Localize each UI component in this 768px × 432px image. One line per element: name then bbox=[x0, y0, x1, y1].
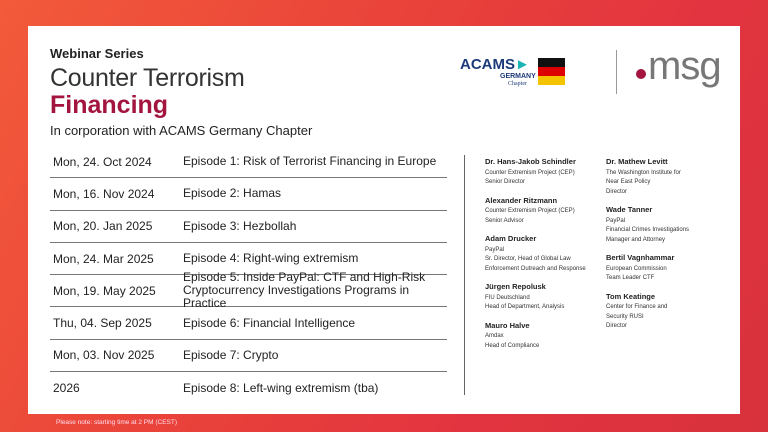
speakers-right bbox=[606, 157, 736, 340]
speaker-name: Adam Drucker bbox=[485, 234, 537, 243]
speaker-detail: Security RUSI bbox=[606, 313, 644, 320]
episode-row bbox=[50, 211, 447, 243]
episode-row bbox=[50, 307, 447, 339]
episode-row bbox=[50, 270, 447, 311]
episode-title: Episode 8: Left-wing extremism (tba) bbox=[183, 380, 379, 395]
speaker-name: Mauro Halve bbox=[485, 320, 530, 330]
speaker-name: Jürgen Repolusk bbox=[485, 282, 546, 291]
acams-text: ACAMS bbox=[460, 56, 515, 73]
episode-row bbox=[50, 372, 447, 404]
speaker bbox=[485, 196, 625, 227]
series-label: Webinar Series bbox=[50, 46, 144, 61]
speaker-detail: Financial Crimes Investigations bbox=[606, 227, 690, 233]
episode-title: Episode 1: Risk of Terrorist Financing in Europe bbox=[183, 154, 437, 169]
speaker-detail: FIU Deutschland bbox=[485, 294, 530, 301]
speaker bbox=[485, 282, 625, 313]
speaker-detail: Senior Director bbox=[485, 179, 526, 185]
speaker-name: Alexander Ritzmann bbox=[485, 195, 558, 205]
speaker-detail: Director bbox=[606, 323, 628, 329]
speaker-detail: Counter Extremism Project (CEP) bbox=[485, 208, 575, 214]
speaker-detail: Head of Compliance bbox=[485, 342, 540, 349]
speaker-detail: Team Leader CTF bbox=[606, 275, 655, 281]
speaker-detail: Amdax bbox=[485, 333, 504, 339]
msg-logo bbox=[636, 44, 721, 89]
episode-date: 2026 bbox=[53, 381, 80, 396]
column-divider bbox=[464, 155, 465, 395]
title-line1: Counter Terrorism bbox=[50, 64, 245, 92]
episode-title: Episode 2: Hamas bbox=[183, 186, 282, 201]
speaker-detail: The Washington Institute for bbox=[606, 169, 681, 176]
speaker-detail: European Commission bbox=[606, 265, 667, 272]
msg-text: msg bbox=[648, 44, 721, 88]
logo-divider bbox=[616, 50, 617, 94]
acams-germany: GERMANY bbox=[500, 73, 536, 80]
speaker-detail: Sr. Director, Head of Global Law bbox=[485, 256, 571, 262]
speaker-detail: Counter Extremism Project (CEP) bbox=[485, 169, 575, 176]
speaker-detail: Center for Finance and bbox=[606, 304, 668, 310]
speaker-name: Tom Keatinge bbox=[606, 291, 656, 301]
speaker bbox=[485, 321, 625, 352]
episode-date: Thu, 04. Sep 2025 bbox=[53, 316, 152, 331]
speaker bbox=[606, 292, 736, 332]
speakers-left bbox=[485, 157, 625, 359]
speaker-detail: Head of Department, Analysis bbox=[485, 304, 565, 310]
speaker bbox=[485, 157, 625, 188]
speaker-name: Dr. Mathew Levitt bbox=[606, 157, 668, 166]
speaker bbox=[606, 205, 736, 245]
speaker bbox=[606, 157, 736, 197]
acams-logo: ACAMS► GERMANY Chapter bbox=[460, 56, 536, 87]
speaker-name: Dr. Hans-Jakob Schindler bbox=[485, 157, 576, 166]
acams-chapter: Chapter bbox=[508, 81, 527, 87]
episode-date: Mon, 16. Nov 2024 bbox=[53, 186, 155, 201]
episode-list bbox=[50, 146, 447, 404]
webinar-card bbox=[28, 26, 740, 414]
episode-title: Episode 4: Right-wing extremism bbox=[183, 251, 359, 266]
episode-date: Mon, 20. Jan 2025 bbox=[53, 219, 153, 234]
episode-date: Mon, 03. Nov 2025 bbox=[53, 348, 155, 363]
speaker-detail: Director bbox=[606, 188, 628, 195]
episode-title: Episode 6: Financial Intelligence bbox=[183, 315, 356, 330]
subtitle: In corporation with ACAMS Germany Chapter bbox=[50, 123, 313, 138]
speaker-detail: Senior Advisor bbox=[485, 217, 524, 224]
speaker bbox=[485, 234, 625, 274]
german-flag-icon bbox=[538, 58, 565, 85]
episode-date: Mon, 19. May 2025 bbox=[53, 283, 156, 298]
speaker-name: Bertil Vagnhammar bbox=[606, 253, 675, 262]
episode-row bbox=[50, 340, 447, 372]
speaker-detail: Near East Policy bbox=[606, 179, 651, 185]
title-line2: Financing bbox=[50, 91, 169, 119]
speaker-detail: Enforcement Outreach and Response bbox=[485, 265, 586, 272]
episode-date: Mon, 24. Mar 2025 bbox=[53, 251, 154, 266]
speaker bbox=[606, 253, 736, 284]
episode-title: Episode 3: Hezbollah bbox=[183, 218, 297, 233]
speaker-detail: Manager and Attorney bbox=[606, 236, 666, 243]
episode-title: Episode 5: Inside PayPal: CTF and High-Risk Cryptocurrency Investigations Programs in Practice bbox=[183, 270, 426, 311]
episode-row bbox=[50, 178, 447, 210]
footer-note: Please note: starting time at 2 PM (CEST) bbox=[56, 419, 178, 426]
episode-row bbox=[50, 146, 447, 178]
speaker-name: Wade Tanner bbox=[606, 205, 653, 214]
speaker-detail: PayPal bbox=[485, 246, 505, 253]
speaker-detail: PayPal bbox=[606, 217, 626, 224]
episode-title: Episode 7: Crypto bbox=[183, 347, 279, 362]
episode-date: Mon, 24. Oct 2024 bbox=[53, 154, 152, 169]
